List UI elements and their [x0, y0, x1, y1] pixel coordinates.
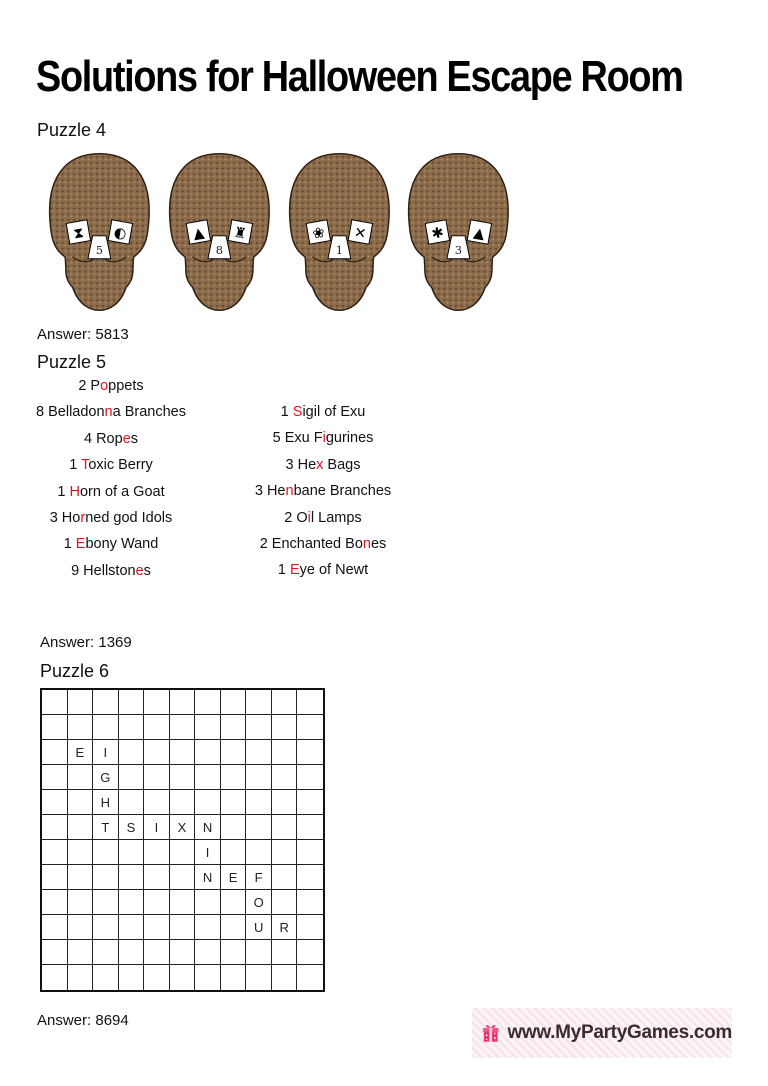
grid-cell	[195, 690, 221, 715]
grid-cell	[68, 965, 94, 990]
supply-item: 1 Eye of Newt	[277, 562, 369, 579]
grid-cell	[246, 815, 272, 840]
grid-cell	[170, 740, 196, 765]
grid-cell	[221, 965, 247, 990]
grid-cell	[297, 740, 323, 765]
grid-cell	[68, 690, 94, 715]
site-url: www.MyPartyGames.com	[507, 1022, 732, 1043]
supply-item: 5 Exu Figurines	[272, 430, 374, 447]
highlight-letter: H	[69, 483, 80, 500]
grid-cell: E	[68, 740, 94, 765]
grid-cell: H	[93, 790, 119, 815]
grid-cell	[93, 890, 119, 915]
grid-cell	[221, 715, 247, 740]
grid-cell	[93, 840, 119, 865]
grid-cell	[272, 940, 298, 965]
grid-cell: E	[221, 865, 247, 890]
grid-cell	[68, 890, 94, 915]
grid-cell: I	[93, 740, 119, 765]
witch-hat-icon: ▲	[191, 224, 206, 243]
grid-cell	[170, 940, 196, 965]
highlight-letter: e	[122, 430, 131, 447]
grid-cell	[246, 940, 272, 965]
grid-cell	[119, 765, 145, 790]
grid-cell	[93, 690, 119, 715]
skull-digit: 3	[454, 242, 463, 257]
grid-cell	[144, 840, 170, 865]
highlight-letter: E	[289, 562, 300, 579]
grid-cell	[272, 715, 298, 740]
grid-cell	[144, 940, 170, 965]
grid-cell	[297, 840, 323, 865]
grid-cell	[170, 865, 196, 890]
grid-cell	[297, 790, 323, 815]
skull-image	[164, 146, 275, 318]
grid-cell: S	[119, 815, 145, 840]
highlight-letter: T	[81, 457, 89, 474]
grid-cell: T	[93, 815, 119, 840]
page-title: Solutions for Halloween Escape Room	[36, 52, 683, 101]
supply-item: 1 Horn of a Goat	[57, 483, 165, 500]
grid-cell	[297, 890, 323, 915]
grid-cell	[170, 915, 196, 940]
grid-cell	[42, 790, 68, 815]
grid-cell	[119, 890, 145, 915]
hourglass-icon: ⧗	[72, 224, 86, 243]
grid-cell	[119, 965, 145, 990]
grid-cell	[297, 865, 323, 890]
grid-cell: X	[170, 815, 196, 840]
skull-digit: 5	[95, 242, 104, 257]
grid-cell	[221, 840, 247, 865]
skull-image	[284, 146, 395, 318]
skull-image	[403, 146, 514, 318]
grid-cell: U	[246, 915, 272, 940]
gift-icon	[482, 1012, 499, 1054]
grid-cell	[119, 740, 145, 765]
grid-cell: O	[246, 890, 272, 915]
highlight-letter: n	[104, 404, 113, 421]
supply-item: 3 Henbane Branches	[254, 483, 392, 500]
grid-cell	[42, 890, 68, 915]
grid-cell	[93, 865, 119, 890]
grid-cell	[221, 940, 247, 965]
highlight-letter: e	[135, 562, 144, 579]
highlight-letter: E	[75, 536, 86, 553]
grid-cell	[68, 840, 94, 865]
grid-cell	[297, 940, 323, 965]
grid-cell	[170, 715, 196, 740]
grid-cell	[221, 765, 247, 790]
puzzle-4-answer: Answer: 5813	[37, 326, 129, 343]
highlight-letter: i	[322, 430, 326, 447]
grid-cell	[246, 965, 272, 990]
grid-cell	[68, 915, 94, 940]
grid-cell	[144, 890, 170, 915]
grid-cell	[119, 840, 145, 865]
grid-cell	[272, 790, 298, 815]
grid-cell	[144, 790, 170, 815]
supply-item: 3 Horned god Idols	[49, 510, 173, 526]
grid-cell	[144, 690, 170, 715]
grid-cell	[119, 690, 145, 715]
grid-cell	[119, 790, 145, 815]
grid-cell	[221, 890, 247, 915]
witch-hat-icon: ▲	[472, 224, 487, 243]
grid-cell	[272, 765, 298, 790]
skull-digit: 1	[335, 242, 343, 257]
grid-cell	[68, 865, 94, 890]
grid-cell	[144, 915, 170, 940]
grid-cell	[221, 740, 247, 765]
grid-cell	[42, 765, 68, 790]
grid-cell	[272, 690, 298, 715]
grid-cell	[42, 740, 68, 765]
skull-row	[44, 146, 514, 318]
grid-cell	[68, 765, 94, 790]
grid-cell	[272, 890, 298, 915]
supply-item: 4 Ropes	[83, 430, 139, 447]
supply-item: 3 Hex Bags	[285, 456, 361, 473]
grid-cell	[246, 690, 272, 715]
highlight-letter: n	[285, 483, 294, 500]
grid-cell	[144, 965, 170, 990]
grid-cell	[144, 765, 170, 790]
puzzle-5-answer: Answer: 1369	[40, 634, 132, 651]
grid-cell	[221, 790, 247, 815]
highlight-letter: i	[307, 509, 311, 526]
grid-cell	[119, 940, 145, 965]
grid-cell	[195, 715, 221, 740]
moon-swirl-icon: ◐	[112, 224, 128, 243]
grid-cell	[272, 815, 298, 840]
grid-cell	[170, 965, 196, 990]
grid-cell	[42, 715, 68, 740]
grid-cell	[144, 865, 170, 890]
grid-cell	[246, 715, 272, 740]
grid-cell	[272, 965, 298, 990]
supply-item: 2 Oil Lamps	[284, 509, 362, 526]
grid-cell	[195, 790, 221, 815]
highlight-letter: x	[316, 456, 324, 473]
skull-digit: 8	[215, 242, 223, 257]
highlight-letter: n	[362, 536, 371, 552]
highlight-letter: r	[80, 510, 86, 526]
grid-cell	[42, 865, 68, 890]
grid-cell	[221, 815, 247, 840]
grid-cell: F	[246, 865, 272, 890]
puzzle-5-heading: Puzzle 5	[37, 352, 107, 372]
highlight-letter: o	[100, 378, 109, 394]
grid-cell	[68, 940, 94, 965]
grid-cell	[195, 965, 221, 990]
grid-cell	[170, 790, 196, 815]
grid-cell	[195, 765, 221, 790]
grid-cell	[195, 740, 221, 765]
grid-cell	[68, 815, 94, 840]
crossed-broom-icon: ✕	[352, 224, 367, 243]
grid-cell	[221, 915, 247, 940]
puzzle-6-heading: Puzzle 6	[40, 661, 110, 681]
supply-item: 2 Enchanted Bones	[259, 536, 387, 552]
grid-cell	[297, 690, 323, 715]
grid-cell	[144, 740, 170, 765]
grid-cell: G	[93, 765, 119, 790]
grid-cell	[93, 940, 119, 965]
grid-cell	[297, 815, 323, 840]
grid-cell	[42, 815, 68, 840]
grid-cell: N	[195, 815, 221, 840]
skull-image	[44, 146, 155, 318]
grid-cell	[68, 790, 94, 815]
grid-cell	[93, 715, 119, 740]
bat-cat-icon: ❀	[310, 224, 326, 243]
grid-cell	[246, 790, 272, 815]
supply-item: 2 Poppets	[78, 378, 144, 394]
grid-cell	[42, 940, 68, 965]
candle-icon: ♜	[232, 224, 248, 243]
grid-cell	[221, 690, 247, 715]
grid-cell	[93, 965, 119, 990]
grid-cell: I	[195, 840, 221, 865]
highlight-letter: S	[292, 404, 303, 420]
puzzle-4-heading: Puzzle 4	[37, 120, 107, 140]
supply-item: 1 Sigil of Exu	[280, 404, 366, 420]
grid-cell	[246, 840, 272, 865]
grid-cell	[297, 965, 323, 990]
grid-cell	[144, 715, 170, 740]
grid-cell	[68, 715, 94, 740]
grid-cell	[42, 965, 68, 990]
grid-cell	[119, 715, 145, 740]
supply-item: 8 Belladonna Branches	[36, 404, 186, 421]
grid-cell: N	[195, 865, 221, 890]
supply-item: 1 Toxic Berry	[69, 457, 153, 474]
grid-cell	[42, 840, 68, 865]
grid-cell	[246, 740, 272, 765]
grid-cell: I	[144, 815, 170, 840]
grid-cell	[119, 865, 145, 890]
grid-cell	[42, 690, 68, 715]
grid-cell	[170, 690, 196, 715]
grid-cell	[195, 915, 221, 940]
grid-cell	[170, 840, 196, 865]
grid-cell	[119, 915, 145, 940]
grid-cell	[272, 740, 298, 765]
grid-cell	[170, 890, 196, 915]
grid-cell: R	[272, 915, 298, 940]
spider-icon: ✱	[430, 224, 446, 243]
grid-cell	[272, 840, 298, 865]
grid-cell	[272, 865, 298, 890]
site-banner	[472, 1008, 732, 1058]
supply-item: 1 Ebony Wand	[63, 536, 159, 553]
grid-cell	[297, 915, 323, 940]
grid-cell	[195, 890, 221, 915]
grid-cell	[195, 940, 221, 965]
grid-cell	[297, 715, 323, 740]
supply-item: 9 Hellstones	[71, 562, 151, 579]
puzzle-6-answer: Answer: 8694	[37, 1012, 129, 1029]
grid-cell	[170, 765, 196, 790]
grid-cell	[42, 915, 68, 940]
grid-cell	[297, 765, 323, 790]
grid-cell	[93, 915, 119, 940]
grid-cell	[246, 765, 272, 790]
crossword-grid	[40, 688, 325, 992]
